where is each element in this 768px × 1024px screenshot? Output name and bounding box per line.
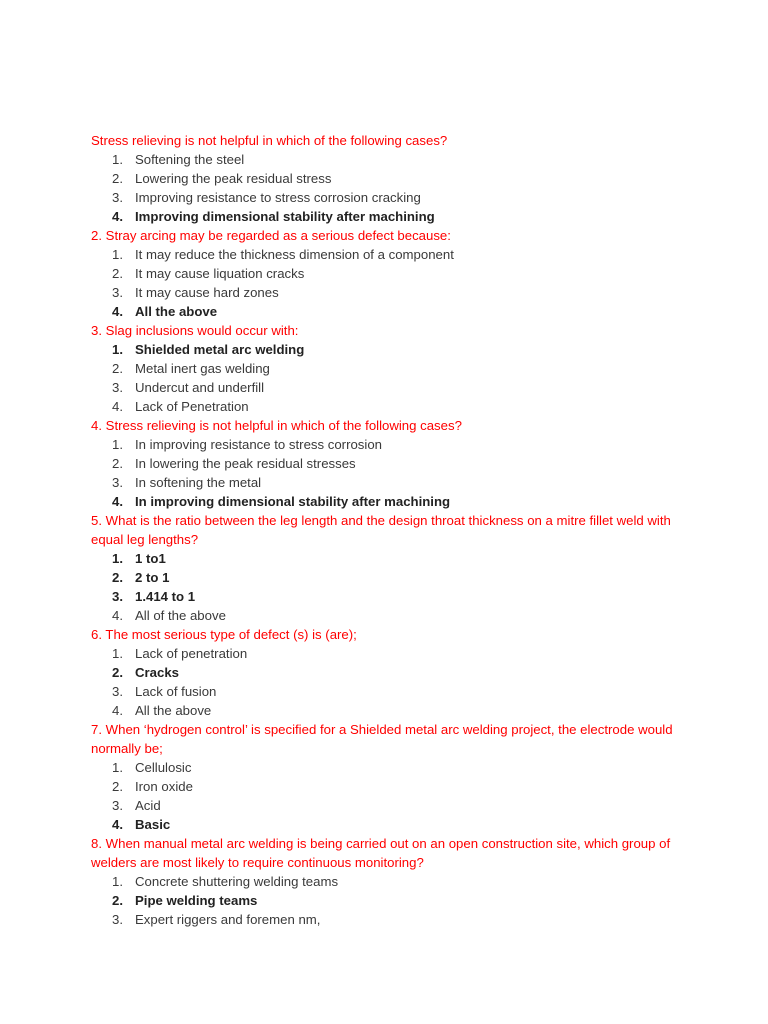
option-number: 4. (112, 209, 123, 224)
answer-option (91, 682, 691, 701)
option-text: It may cause liquation cracks (135, 266, 305, 281)
answer-option (91, 815, 691, 834)
option-number: 3. (112, 475, 123, 490)
option-text: Lowering the peak residual stress (135, 171, 332, 186)
option-number: 2. (112, 171, 123, 186)
option-number: 2. (112, 570, 123, 585)
answer-option (91, 454, 691, 473)
answer-option (91, 568, 691, 587)
option-number: 3. (112, 798, 123, 813)
option-text: In lowering the peak residual stresses (135, 456, 356, 471)
option-number: 4. (112, 304, 123, 319)
answer-list (91, 340, 691, 416)
answer-option (91, 169, 691, 188)
answer-option (91, 549, 691, 568)
answer-option (91, 796, 691, 815)
option-text: All of the above (135, 608, 226, 623)
option-number: 3. (112, 380, 123, 395)
option-text: Acid (135, 798, 161, 813)
answer-list (91, 549, 691, 625)
option-text: Iron oxide (135, 779, 193, 794)
option-number: 4. (112, 399, 123, 414)
answer-list (91, 150, 691, 226)
answer-option (91, 587, 691, 606)
question-text: 2. Stray arcing may be regarded as a serious defect because: (91, 228, 451, 243)
option-number: 4. (112, 494, 123, 509)
option-text: 1.414 to 1 (135, 589, 196, 604)
answer-option (91, 150, 691, 169)
answer-option (91, 283, 691, 302)
answer-option (91, 245, 691, 264)
question-text: 8. When manual metal arc welding is being carried out on an open construction site, which group of welders are most likely to require continuous monitoring? (91, 836, 671, 870)
option-text: In softening the metal (135, 475, 262, 490)
answer-option (91, 644, 691, 663)
option-text: Lack of penetration (135, 646, 248, 661)
option-number: 3. (112, 190, 123, 205)
option-number: 1. (112, 646, 123, 661)
option-number: 3. (112, 589, 123, 604)
question-text: Stress relieving is not helpful in which of the following cases? (91, 133, 448, 148)
option-text: It may cause hard zones (135, 285, 279, 300)
option-number: 2. (112, 665, 123, 680)
option-text: Shielded metal arc welding (135, 342, 305, 357)
answer-option (91, 663, 691, 682)
option-text: Pipe welding teams (135, 893, 258, 908)
option-number: 1. (112, 437, 123, 452)
option-text: 1 to1 (135, 551, 166, 566)
option-text: Concrete shuttering welding teams (135, 874, 339, 889)
question-text: 4. Stress relieving is not helpful in which of the following cases? (91, 418, 462, 433)
option-number: 2. (112, 266, 123, 281)
option-text: Expert riggers and foremen nm, (135, 912, 321, 927)
option-text: In improving resistance to stress corrosion (135, 437, 382, 452)
option-number: 1. (112, 247, 123, 262)
answer-option (91, 397, 691, 416)
option-text: Undercut and underfill (135, 380, 265, 395)
option-number: 4. (112, 608, 123, 623)
answer-list (91, 758, 691, 834)
answer-option (91, 606, 691, 625)
question-text: 7. When ‘hydrogen control’ is specified for a Shielded metal arc welding project, the electrode would normally be; (91, 722, 673, 756)
answer-option (91, 264, 691, 283)
option-number: 1. (112, 342, 123, 357)
option-number: 1. (112, 152, 123, 167)
option-text: It may reduce the thickness dimension of a component (135, 247, 454, 262)
answer-option (91, 340, 691, 359)
option-number: 4. (112, 817, 123, 832)
option-text: Cracks (135, 665, 179, 680)
answer-list (91, 435, 691, 511)
answer-option (91, 435, 691, 454)
option-number: 2. (112, 456, 123, 471)
answer-list (91, 644, 691, 720)
answer-option (91, 872, 691, 891)
option-text: Basic (135, 817, 171, 832)
option-text: Lack of Penetration (135, 399, 249, 414)
question-text: 5. What is the ratio between the leg length and the design throat thickness on a mitre fillet weld with equal leg lengths? (91, 513, 671, 547)
answer-option (91, 777, 691, 796)
answer-list (91, 245, 691, 321)
answer-option (91, 701, 691, 720)
question-text: 6. The most serious type of defect (s) is (are); (91, 627, 357, 642)
option-number: 3. (112, 684, 123, 699)
option-text: Metal inert gas welding (135, 361, 270, 376)
option-number: 3. (112, 912, 123, 927)
option-text: 2 to 1 (135, 570, 170, 585)
answer-option (91, 207, 691, 226)
option-number: 3. (112, 285, 123, 300)
option-number: 2. (112, 779, 123, 794)
question-document (91, 131, 691, 929)
answer-option (91, 359, 691, 378)
answer-option (91, 302, 691, 321)
answer-option (91, 758, 691, 777)
answer-option (91, 492, 691, 511)
option-text: All the above (135, 703, 212, 718)
answer-option (91, 473, 691, 492)
option-text: Softening the steel (135, 152, 245, 167)
option-text: Cellulosic (135, 760, 192, 775)
question-text: 3. Slag inclusions would occur with: (91, 323, 299, 338)
option-number: 1. (112, 760, 123, 775)
option-number: 4. (112, 703, 123, 718)
option-number: 2. (112, 893, 123, 908)
answer-option (91, 378, 691, 397)
option-text: Lack of fusion (135, 684, 217, 699)
option-number: 2. (112, 361, 123, 376)
answer-option (91, 910, 691, 929)
answer-option (91, 891, 691, 910)
option-text: All the above (135, 304, 218, 319)
option-text: Improving resistance to stress corrosion cracking (135, 190, 421, 205)
option-number: 1. (112, 874, 123, 889)
option-text: In improving dimensional stability after machining (135, 494, 451, 509)
option-number: 1. (112, 551, 123, 566)
option-text: Improving dimensional stability after machining (135, 209, 435, 224)
answer-option (91, 188, 691, 207)
answer-list (91, 872, 691, 929)
